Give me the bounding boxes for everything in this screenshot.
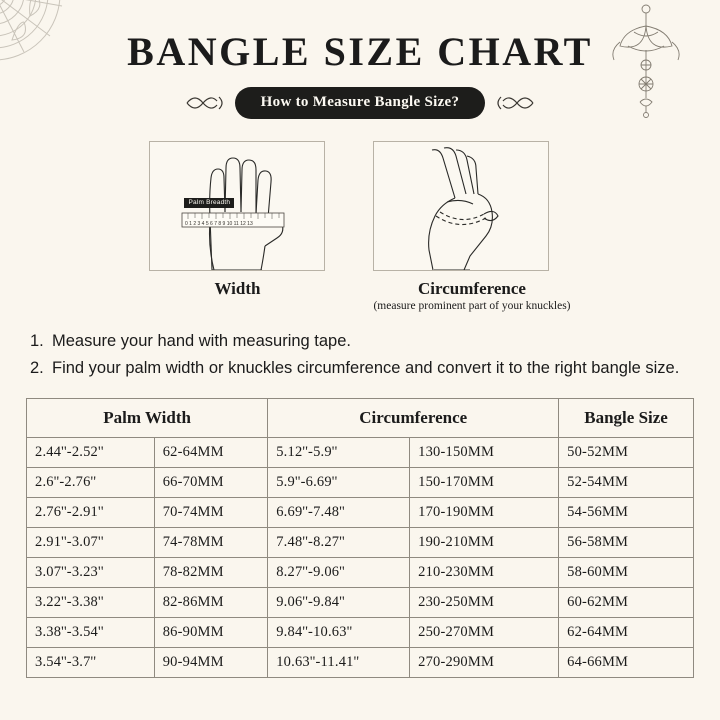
cell-palm-mm: 62-64MM (154, 437, 268, 467)
cell-circ-inch: 5.12''-5.9'' (268, 437, 410, 467)
size-table (26, 398, 694, 678)
cell-circ-inch: 9.06''-9.84'' (268, 587, 410, 617)
cell-palm-mm: 82-86MM (154, 587, 268, 617)
cell-bangle-size: 60-62MM (559, 587, 694, 617)
table-row (27, 467, 694, 497)
cell-palm-inch: 2.91''-3.07'' (27, 527, 155, 557)
illustration-width-caption: Width (214, 279, 261, 298)
cell-circ-mm: 190-210MM (410, 527, 559, 557)
lotus-ornament-icon (598, 2, 694, 122)
cell-palm-inch: 2.44''-2.52'' (27, 437, 155, 467)
table-header (27, 398, 694, 437)
cell-bangle-size: 50-52MM (559, 437, 694, 467)
illustration-width (149, 141, 325, 312)
list-item-number: 1. (30, 332, 44, 350)
table-row (27, 497, 694, 527)
ruler-icon (150, 142, 325, 271)
list-item-text: Find your palm width or knuckles circumference and convert it to the right bangle size. (52, 358, 680, 377)
cell-circ-inch: 7.48''-8.27'' (268, 527, 410, 557)
illustration-circumference-caption: Circumference (418, 279, 526, 298)
flourish-left-icon (185, 91, 225, 115)
column-header-palm-width: Palm Width (27, 398, 268, 437)
page-title: BANGLE SIZE CHART (127, 29, 593, 74)
list-item (30, 330, 694, 354)
cell-bangle-size: 54-56MM (559, 497, 694, 527)
illustration-circumference-sub: (measure prominent part of your knuckles) (373, 300, 571, 312)
hand-palm-width-frame (149, 141, 325, 271)
banner-pill: How to Measure Bangle Size? (235, 87, 486, 119)
column-header-bangle-size: Bangle Size (559, 398, 694, 437)
table-body (27, 437, 694, 677)
cell-palm-inch: 3.54''-3.7'' (27, 647, 155, 677)
table-row (27, 647, 694, 677)
list-item (30, 357, 694, 381)
illustration-circumference (373, 141, 570, 312)
cell-palm-mm: 70-74MM (154, 497, 268, 527)
flourish-right-icon (495, 91, 535, 115)
illustrations (0, 141, 720, 312)
table-row (27, 437, 694, 467)
size-table-container (0, 384, 720, 678)
cell-circ-inch: 9.84''-10.63'' (268, 617, 410, 647)
cell-bangle-size: 64-66MM (559, 647, 694, 677)
list-item-number: 2. (30, 358, 44, 377)
hand-knuckle-frame (373, 141, 549, 271)
cell-bangle-size: 56-58MM (559, 527, 694, 557)
cell-palm-mm: 90-94MM (154, 647, 268, 677)
table-row (27, 527, 694, 557)
cell-palm-inch: 2.76''-2.91'' (27, 497, 155, 527)
mandala-corner-icon (0, 0, 104, 104)
cell-circ-mm: 210-230MM (410, 557, 559, 587)
cell-circ-inch: 5.9''-6.69'' (268, 467, 410, 497)
cell-bangle-size: 62-64MM (559, 617, 694, 647)
cell-circ-inch: 10.63''-11.41'' (268, 647, 410, 677)
cell-circ-inch: 6.69''-7.48'' (268, 497, 410, 527)
cell-palm-mm: 74-78MM (154, 527, 268, 557)
cell-circ-inch: 8.27''-9.06'' (268, 557, 410, 587)
cell-palm-inch: 3.22''-3.38'' (27, 587, 155, 617)
cell-palm-mm: 78-82MM (154, 557, 268, 587)
cell-palm-inch: 2.6''-2.76'' (27, 467, 155, 497)
table-row (27, 617, 694, 647)
cell-palm-mm: 86-90MM (154, 617, 268, 647)
cell-circ-mm: 250-270MM (410, 617, 559, 647)
cell-palm-inch: 3.07''-3.23'' (27, 557, 155, 587)
table-row (27, 557, 694, 587)
cell-circ-mm: 270-290MM (410, 647, 559, 677)
cell-bangle-size: 52-54MM (559, 467, 694, 497)
table-header-row (27, 398, 694, 437)
cell-bangle-size: 58-60MM (559, 557, 694, 587)
svg-text:0 1 2 3 4 5 6 7 8 9 10 11 12 1: 0 1 2 3 4 5 6 7 8 9 10 11 12 13 (185, 221, 254, 227)
cell-circ-mm: 150-170MM (410, 467, 559, 497)
instructions-list (0, 330, 720, 381)
cell-palm-inch: 3.38''-3.54'' (27, 617, 155, 647)
cell-circ-mm: 130-150MM (410, 437, 559, 467)
cell-circ-mm: 170-190MM (410, 497, 559, 527)
table-row (27, 587, 694, 617)
column-header-circumference: Circumference (268, 398, 559, 437)
hand-knuckle-circumference-icon (374, 142, 549, 271)
cell-circ-mm: 230-250MM (410, 587, 559, 617)
cell-palm-mm: 66-70MM (154, 467, 268, 497)
list-item-text: Measure your hand with measuring tape. (52, 332, 351, 350)
palm-breadth-label: Palm Breadth (184, 198, 234, 208)
